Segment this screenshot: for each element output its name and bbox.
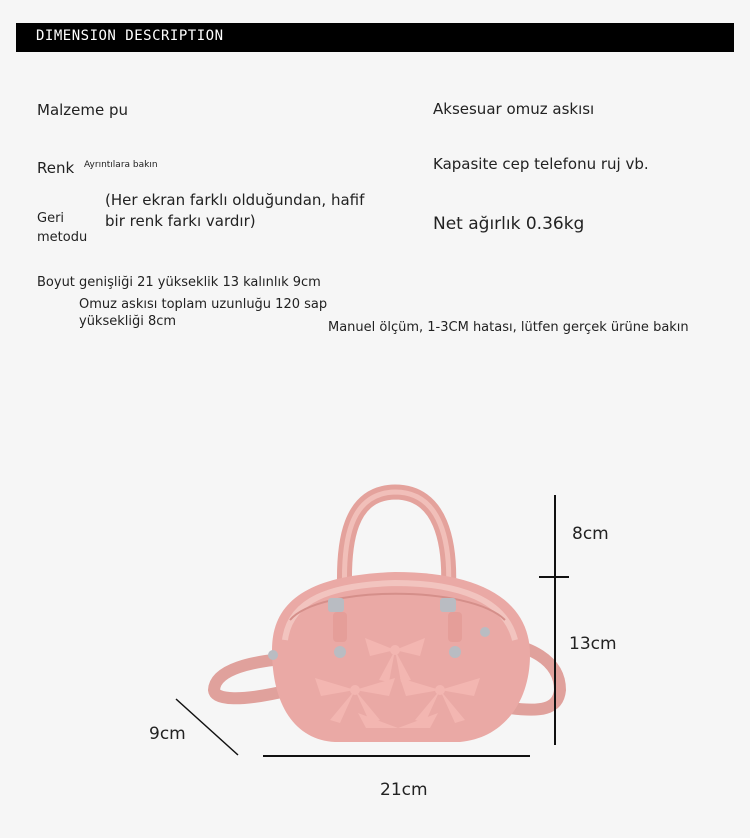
dimension-handle-height: 8cm <box>572 524 609 544</box>
dimension-width: 21cm <box>380 780 428 800</box>
spec-screen-note-1: (Her ekran farklı olduğundan, hafif <box>105 191 365 209</box>
spec-color-label: Renk <box>37 159 75 177</box>
spec-return-label-2: metodu <box>37 230 88 245</box>
spec-net-weight: Net ağırlık 0.36kg <box>433 214 585 234</box>
spec-size: Boyut genişliği 21 yükseklik 13 kalınlık 9cm <box>37 275 321 290</box>
dimension-depth: 9cm <box>149 724 186 744</box>
spec-strap-1: Omuz askısı toplam uzunluğu 120 sap <box>79 297 328 312</box>
spec-capacity: Kapasite cep telefonu ruj vb. <box>433 155 649 173</box>
spec-color-note: Ayrıntılara bakın <box>84 160 158 170</box>
spec-return-label-1: Geri <box>37 211 65 226</box>
spec-accessory: Aksesuar omuz askısı <box>433 100 595 118</box>
header-title: DIMENSION DESCRIPTION <box>36 28 224 44</box>
spec-strap-2: yüksekliği 8cm <box>79 314 177 329</box>
spec-material: Malzeme pu <box>37 101 129 119</box>
spec-manual-note: Manuel ölçüm, 1-3CM hatası, lütfen gerçek ürüne bakın <box>328 320 689 335</box>
spec-screen-note-2: bir renk farkı vardır) <box>105 212 256 230</box>
dimension-body-height: 13cm <box>569 634 617 654</box>
